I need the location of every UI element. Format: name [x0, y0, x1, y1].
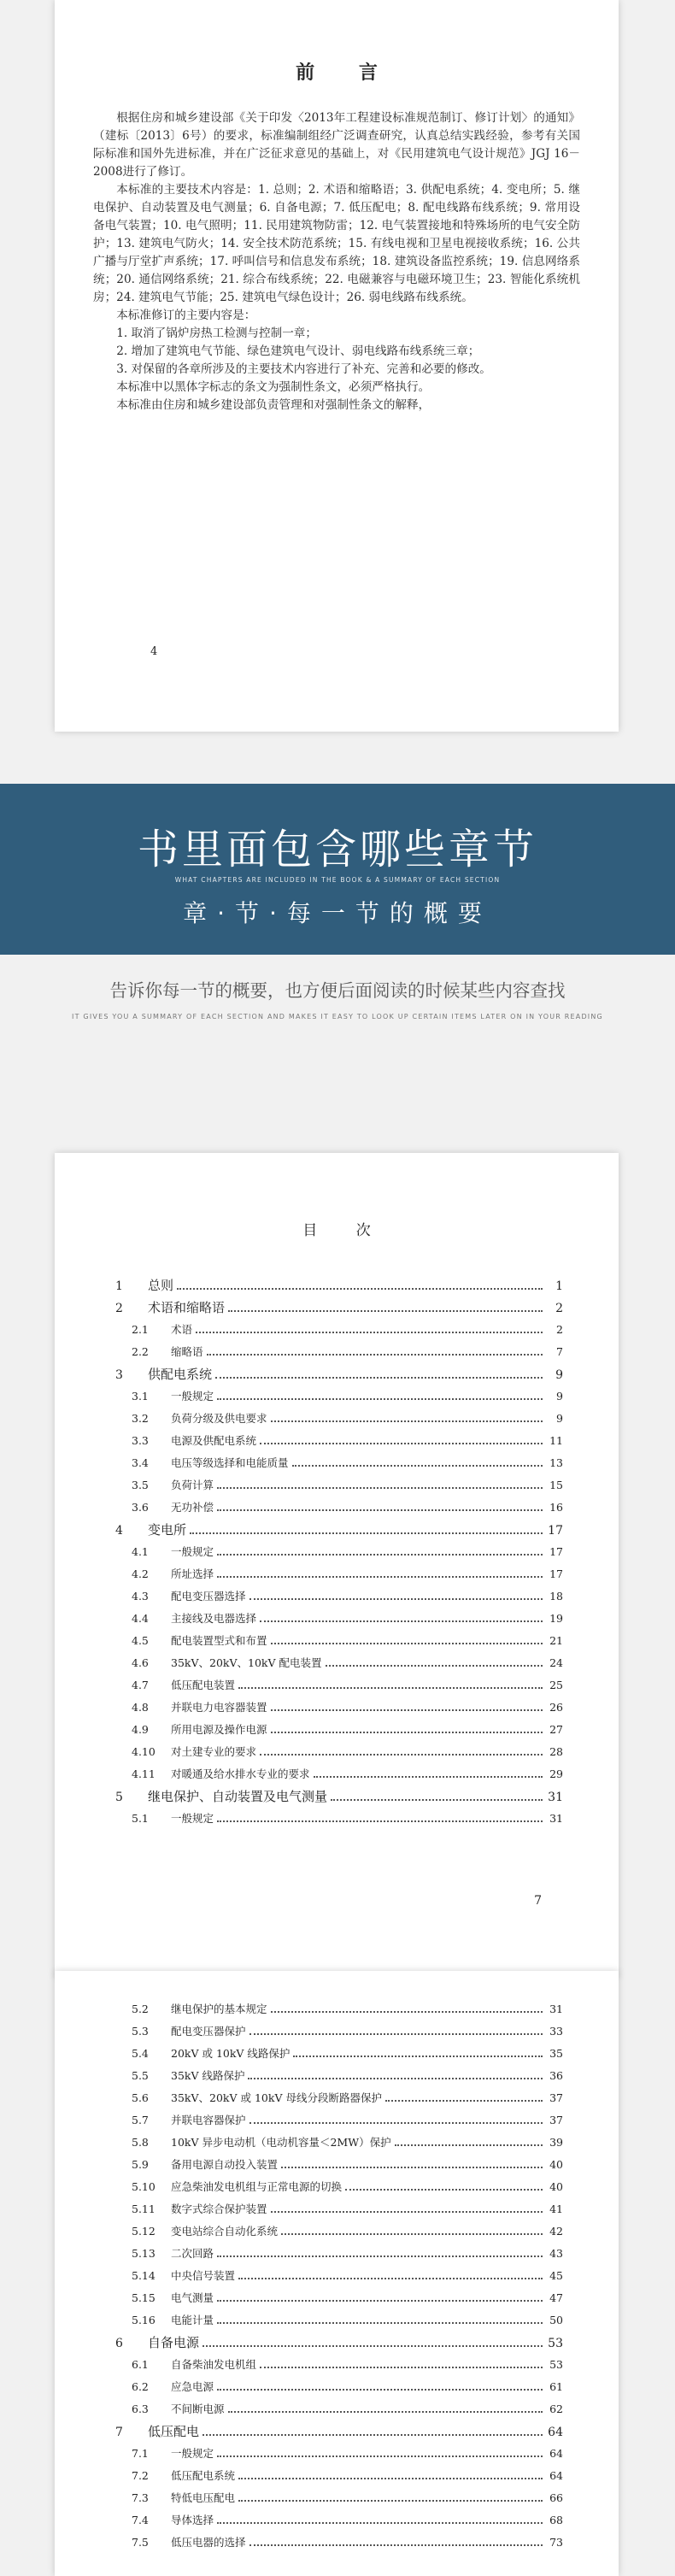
- toc-entry-number: 5.8: [132, 2136, 149, 2149]
- toc-entry-page: 1: [555, 1279, 563, 1293]
- toc-entry-page: 2: [555, 1302, 563, 1315]
- tagline-english: IT GIVES YOU A SUMMARY OF EACH SECTION AND MAKES IT EASY TO LOOK UP CERTAIN ITEMS LATER ON IN YOUR READING: [72, 1013, 603, 1020]
- toc-chapter-row: [112, 1785, 563, 1808]
- preface-page-number: 4: [150, 645, 158, 658]
- toc-section-row: [112, 2176, 563, 2198]
- toc-entry-number: 5.1: [132, 1812, 149, 1825]
- toc-entry-number: 4.5: [132, 1634, 149, 1647]
- toc-entry-number: 3.4: [132, 1456, 149, 1469]
- toc-entry-number: 7.2: [132, 2469, 149, 2482]
- toc-entry-title: 总则: [148, 1278, 174, 1293]
- toc-entry-number: 7: [115, 2426, 123, 2439]
- toc-entry-page: 17: [549, 1567, 563, 1580]
- banner-heading-english: WHAT CHAPTERS ARE INCLUDED IN THE BOOK & A SUMMARY OF EACH SECTION: [174, 876, 501, 884]
- toc-entry-page: 45: [549, 2269, 563, 2282]
- toc-entry-number: 3: [115, 1368, 123, 1382]
- toc-entry-page: 27: [549, 1723, 563, 1736]
- toc-entry-title: 一般规定: [171, 1545, 214, 1558]
- toc-leader-dots: [271, 1999, 543, 2013]
- toc-entry-title: 导体选择: [171, 2514, 214, 2526]
- toc-section-row: [112, 2354, 563, 2376]
- toc-list: [112, 1998, 563, 2554]
- toc-entry-title: 负荷分级及供电要求: [171, 1412, 267, 1425]
- toc-section-row: [112, 1741, 563, 1763]
- toc-leader-dots: [228, 1298, 543, 1312]
- toc-entry-page: 62: [549, 2403, 563, 2415]
- toc-entry-number: 4.7: [132, 1679, 149, 1691]
- toc-entry-page: 40: [549, 2180, 563, 2193]
- toc-entry-number: 5.11: [132, 2203, 156, 2215]
- toc-leader-dots: [271, 1697, 543, 1711]
- toc-entry-page: 33: [549, 2025, 563, 2038]
- toc-entry-page: 18: [549, 1590, 563, 1603]
- toc-entry-title: 数字式综合保护装置: [171, 2203, 267, 2215]
- toc-entry-page: 9: [555, 1368, 563, 1382]
- toc-entry-number: 5.9: [132, 2158, 149, 2171]
- toc-entry-number: 4: [115, 1524, 123, 1538]
- toc-section-row: [112, 2509, 563, 2532]
- toc-leader-dots: [228, 2399, 543, 2413]
- toc-entry-number: 4.4: [132, 1612, 149, 1625]
- toc-section-row: [112, 1674, 563, 1697]
- toc-entry-title: 10kV 异步电动机（电动机容量＜2MW）保护: [171, 2136, 391, 2149]
- toc-section-row: [112, 1541, 563, 1563]
- toc-entry-number: 3.2: [132, 1412, 149, 1425]
- toc-entry-title: 对土建专业的要求: [171, 1745, 257, 1758]
- toc-leader-dots: [248, 2066, 543, 2079]
- toc-entry-page: 42: [549, 2225, 563, 2238]
- toc-entry-title: 配电装置型式和布置: [171, 1634, 267, 1647]
- toc-entry-title: 35kV 线路保护: [171, 2069, 245, 2082]
- toc-entry-page: 16: [549, 1501, 563, 1514]
- toc-entry-number: 5.14: [132, 2269, 156, 2282]
- toc-entry-title: 应急电源: [171, 2380, 214, 2393]
- toc-entry-title: 电源及供配电系统: [171, 1434, 257, 1447]
- toc-entry-title: 低压配电装置: [171, 1679, 236, 1691]
- toc-leader-dots: [292, 1453, 543, 1467]
- toc-entry-number: 6.1: [132, 2358, 149, 2371]
- toc-section-row: [112, 2020, 563, 2043]
- toc-entry-title: 自备电源: [148, 2335, 200, 2350]
- toc-leader-dots: [217, 2510, 543, 2524]
- toc-section-row: [112, 1452, 563, 1474]
- toc-entry-number: 4.6: [132, 1656, 149, 1669]
- toc-entry-title: 术语和缩略语: [148, 1300, 226, 1315]
- toc-leader-dots: [217, 1386, 543, 1400]
- toc-entry-page: 64: [549, 2447, 563, 2460]
- preface-paragraph: 本标准中以黑体字标志的条文为强制性条文，必须严格执行。: [116, 380, 431, 394]
- toc-entry-title: 35kV、20kV、10kV 配电装置: [171, 1656, 322, 1669]
- toc-entry-page: 19: [549, 1612, 563, 1625]
- toc-entry-title: 35kV、20kV 或 10kV 母线分段断路器保护: [171, 2091, 382, 2104]
- toc-section-row: [112, 2532, 563, 2554]
- toc-leader-dots: [217, 1564, 543, 1578]
- toc-entry-title: 一般规定: [171, 1390, 214, 1403]
- toc-leader-dots: [249, 2021, 543, 2035]
- preface-paragraph: 2. 增加了建筑电气节能、绿色建筑电气设计、弱电线路布线系统三章；: [116, 344, 480, 358]
- toc-entry-number: 7.3: [132, 2491, 149, 2504]
- preface-body: [93, 109, 580, 415]
- toc-entry-number: 4.3: [132, 1590, 149, 1603]
- toc-entry-page: 21: [549, 1634, 563, 1647]
- toc-section-row: [112, 1341, 563, 1363]
- toc-section-row: [112, 1808, 563, 1830]
- preface-paragraph: 3. 对保留的各章所涉及的主要技术内容进行了补充、完善和必要的修改。: [116, 362, 491, 376]
- toc-entry-number: 6.3: [132, 2403, 149, 2415]
- toc-entry-page: 9: [556, 1390, 563, 1403]
- toc-entry-page: 31: [548, 1791, 563, 1804]
- toc-section-row: [112, 2087, 563, 2109]
- toc-entry-title: 二次回路: [171, 2247, 214, 2260]
- toc-entry-page: 40: [549, 2158, 563, 2171]
- toc-section-row: [112, 2243, 563, 2265]
- toc-entry-number: 5.2: [132, 2003, 149, 2015]
- toc-entry-page: 13: [549, 1456, 563, 1469]
- toc-entry-number: 6.2: [132, 2380, 149, 2393]
- toc-entry-number: 5.3: [132, 2025, 149, 2038]
- toc-leader-dots: [196, 1320, 543, 1333]
- toc-entry-page: 47: [549, 2291, 563, 2304]
- toc-leader-dots: [249, 2532, 543, 2546]
- toc-section-row: [112, 2132, 563, 2154]
- toc-entry-number: 4.1: [132, 1545, 149, 1558]
- toc-leader-dots: [345, 2177, 543, 2191]
- toc-entry-title: 电气测量: [171, 2291, 214, 2304]
- toc-entry-page: 25: [549, 1679, 563, 1691]
- preface-paragraph: 本标准修订的主要内容是：: [116, 309, 256, 322]
- toc-section-row: [112, 1630, 563, 1652]
- toc-entry-page: 31: [549, 1812, 563, 1825]
- toc-entry-page: 37: [549, 2091, 563, 2104]
- toc-page-1: [55, 1153, 619, 1977]
- toc-entry-page: 53: [548, 2337, 563, 2350]
- toc-leader-dots: [217, 2310, 543, 2324]
- toc-entry-title: 电压等级选择和电能质量: [171, 1456, 289, 1469]
- toc-section-row: [112, 1763, 563, 1785]
- toc-leader-dots: [202, 2333, 543, 2347]
- toc-leader-dots: [215, 1365, 543, 1379]
- toc-section-row: [112, 2043, 563, 2065]
- toc-leader-dots: [238, 1675, 543, 1689]
- toc-leader-dots: [395, 2132, 543, 2146]
- toc-entry-title: 无功补偿: [171, 1501, 214, 1514]
- toc-entry-page: 15: [549, 1479, 563, 1491]
- toc-leader-dots: [260, 1742, 543, 1756]
- toc-entry-number: 3.5: [132, 1479, 149, 1491]
- toc-leader-dots: [238, 2488, 543, 2502]
- tagline: 告诉你每一节的概要，也方便后面阅读的时候某些内容查找: [109, 980, 566, 1001]
- toc-chapter-row: [112, 1519, 563, 1541]
- toc-entry-title: 继电保护的基本规定: [171, 2003, 267, 2015]
- toc-entry-title: 变电站综合自动化系统: [171, 2225, 279, 2238]
- toc-entry-number: 5.4: [132, 2047, 149, 2060]
- toc-section-row: [112, 1319, 563, 1341]
- toc-entry-number: 5.13: [132, 2247, 156, 2260]
- toc-section-row: [112, 1497, 563, 1519]
- toc-entry-title: 主接线及电器选择: [171, 1612, 257, 1625]
- toc-leader-dots: [238, 2466, 543, 2479]
- toc-entry-page: 17: [548, 1524, 563, 1538]
- toc-entry-title: 低压电器的选择: [171, 2536, 246, 2549]
- toc-leader-dots: [271, 1409, 543, 1422]
- toc-leader-dots: [260, 1609, 543, 1622]
- toc-leader-dots: [326, 1653, 543, 1667]
- toc-entry-title: 低压配电系统: [171, 2469, 236, 2482]
- toc-entry-number: 3.3: [132, 1434, 149, 1447]
- toc-entry-page: 11: [549, 1434, 563, 1447]
- toc-entry-title: 配电变压器选择: [171, 1590, 246, 1603]
- toc-entry-page: 28: [549, 1745, 563, 1758]
- toc-entry-number: 7.4: [132, 2514, 149, 2526]
- preface-paragraph: 1. 取消了锅炉房热工检测与控制一章；: [116, 326, 317, 340]
- toc-entry-page: 50: [549, 2314, 563, 2326]
- toc-entry-title: 变电所: [148, 1522, 187, 1538]
- toc-section-row: [112, 1697, 563, 1719]
- toc-entry-title: 并联电力电容器装置: [171, 1701, 267, 1714]
- toc-leader-dots: [217, 1475, 543, 1489]
- toc-section-row: [112, 2443, 563, 2465]
- toc-entry-page: 61: [549, 2380, 563, 2393]
- toc-section-row: [112, 1585, 563, 1608]
- toc-leader-dots: [217, 2444, 543, 2457]
- toc-entry-page: 64: [548, 2426, 563, 2439]
- toc-leader-dots: [271, 1631, 543, 1644]
- toc-section-row: [112, 2376, 563, 2398]
- toc-leader-dots: [249, 1586, 543, 1600]
- toc-entry-number: 3.1: [132, 1390, 149, 1403]
- toc-entry-number: 4.8: [132, 1701, 149, 1714]
- toc-chapter-row: [112, 1297, 563, 1319]
- toc-leader-dots: [271, 2199, 543, 2213]
- toc-entry-title: 所址选择: [171, 1567, 214, 1580]
- toc-entry-title: 中央信号装置: [171, 2269, 236, 2282]
- preface-paragraph: 本标准由住房和城乡建设部负责管理和对强制性条文的解释，: [116, 398, 431, 412]
- toc-entry-number: 4.2: [132, 1567, 149, 1580]
- toc-section-row: [112, 2287, 563, 2309]
- toc-entry-page: 37: [549, 2114, 563, 2126]
- toc-leader-dots: [177, 1276, 543, 1290]
- toc-chapter-row: [112, 2420, 563, 2443]
- toc-section-row: [112, 2220, 563, 2243]
- toc-leader-dots: [190, 1520, 543, 1534]
- toc-entry-page: 29: [549, 1767, 563, 1780]
- toc-entry-title: 供配电系统: [148, 1367, 213, 1382]
- toc-section-row: [112, 1408, 563, 1430]
- toc-section-row: [112, 1430, 563, 1452]
- toc-chapter-row: [112, 1274, 563, 1297]
- toc-entry-title: 自备柴油发电机组: [171, 2358, 257, 2371]
- toc-entry-number: 2.2: [132, 1345, 149, 1358]
- toc-entry-title: 应急柴油发电机组与正常电源的切换: [171, 2180, 343, 2193]
- toc-leader-dots: [217, 1808, 543, 1822]
- preface-paragraph: 根据住房和城乡建设部《关于印发〈2013年工程建设标准规范制订、修订计划〉的通知》（建标〔2013〕6号）的要求，标准编制组经广泛调查研究，认真总结实践经验，参考有关国际标准和国外先进标准，并在广泛征求意见的基础上，对《民用建筑电气设计规范》JGJ 16－2008进行了修订。: [93, 111, 580, 179]
- banner-subheading: 章·节·每一节的概要: [183, 899, 492, 927]
- toc-entry-number: 5.16: [132, 2314, 156, 2326]
- toc-leader-dots: [293, 2044, 543, 2057]
- toc-leader-dots: [271, 1720, 543, 1733]
- toc-entry-page: 64: [549, 2469, 563, 2482]
- toc-entry-page: 73: [549, 2536, 563, 2549]
- toc-leader-dots: [385, 2088, 543, 2102]
- toc-section-row: [112, 1474, 563, 1497]
- toc-entry-title: 并联电容器保护: [171, 2114, 246, 2126]
- toc-entry-page: 24: [549, 1656, 563, 1669]
- toc-chapter-row: [112, 2332, 563, 2354]
- toc-section-row: [112, 1563, 563, 1585]
- banner-heading: 书里面包含哪些章节: [137, 826, 537, 873]
- toc-list: [112, 1274, 563, 1830]
- toc-page-2: [55, 1971, 619, 2576]
- toc-section-row: [112, 1998, 563, 2020]
- toc-entry-number: 5.7: [132, 2114, 149, 2126]
- toc-entry-number: 4.9: [132, 1723, 149, 1736]
- toc-entry-number: 6: [115, 2337, 123, 2350]
- toc-leader-dots: [217, 2244, 543, 2257]
- toc-entry-number: 3.6: [132, 1501, 149, 1514]
- toc-leader-dots: [281, 2155, 543, 2168]
- toc-leader-dots: [331, 1787, 543, 1801]
- toc-entry-title: 配电变压器保护: [171, 2025, 246, 2038]
- preface-title: 前 言: [296, 62, 396, 84]
- toc-entry-page: 66: [549, 2491, 563, 2504]
- toc-leader-dots: [314, 1764, 543, 1778]
- toc-entry-page: 9: [556, 1412, 563, 1425]
- toc-entry-title: 特低电压配电: [171, 2491, 236, 2504]
- toc-section-row: [112, 2198, 563, 2220]
- toc-page-number: 7: [534, 1894, 542, 1908]
- toc-entry-title: 备用电源自动投入装置: [171, 2158, 279, 2171]
- toc-entry-title: 继电保护、自动装置及电气测量: [148, 1789, 328, 1804]
- toc-entry-number: 4.10: [132, 1745, 156, 1758]
- toc-entry-page: 7: [556, 1345, 563, 1358]
- toc-entry-page: 36: [549, 2069, 563, 2082]
- toc-entry-page: 17: [549, 1545, 563, 1558]
- toc-leader-dots: [260, 1431, 543, 1444]
- toc-entry-title: 低压配电: [148, 2424, 200, 2439]
- toc-entry-number: 5.12: [132, 2225, 156, 2238]
- toc-entry-title: 负荷计算: [171, 1479, 214, 1491]
- toc-leader-dots: [238, 2266, 543, 2279]
- toc-entry-number: 7.5: [132, 2536, 149, 2549]
- preface-paragraph: 本标准的主要技术内容是：1. 总则；2. 术语和缩略语；3. 供配电系统；4. 变电所；5. 继电保护、自动装置及电气测量；6. 自备电源；7. 低压配电；8. 配电线路布线系统；9. 常用设备电气装置；10. 电气照明；11. 民用建筑物防雷；12. 电气装置接地和特殊场所的电气安全防护；13. 建筑电气防火；14. 安全技术防范系统；15. 有线电视和卫星电视接收系统；16. 公共广播与厅堂扩声系统；17. 呼叫信号和信息发布系统；18. 建筑设备监控系统；19. 信息网络系统；20. 通信网络系统；21. 综合布线系统；22. 电磁兼容与电磁环境卫生；23. 智能化系统机房；24. 建筑电气节能；25. 建筑电气绿色设计；26. 弱电线路布线系统。: [93, 183, 580, 304]
- toc-section-row: [112, 2465, 563, 2487]
- toc-entry-title: 电能计量: [171, 2314, 214, 2326]
- toc-entry-number: 7.1: [132, 2447, 149, 2460]
- toc-entry-title: 不间断电源: [171, 2403, 225, 2415]
- toc-entry-page: 31: [549, 2003, 563, 2015]
- preface-page: [55, 0, 619, 732]
- toc-chapter-row: [112, 1363, 563, 1385]
- toc-entry-page: 2: [556, 1323, 563, 1336]
- toc-section-row: [112, 1608, 563, 1630]
- toc-entry-page: 43: [549, 2247, 563, 2260]
- toc-entry-number: 2: [115, 1302, 123, 1315]
- toc-section-row: [112, 2398, 563, 2420]
- toc-entry-page: 41: [549, 2203, 563, 2215]
- toc-entry-title: 术语: [171, 1323, 193, 1336]
- toc-entry-number: 5.15: [132, 2291, 156, 2304]
- toc-entry-title: 对暖通及给水排水专业的要求: [171, 1767, 310, 1780]
- toc-section-row: [112, 1652, 563, 1674]
- toc-entry-number: 5.6: [132, 2091, 149, 2104]
- toc-entry-number: 5: [115, 1791, 123, 1804]
- toc-leader-dots: [217, 2377, 543, 2391]
- toc-entry-title: 所用电源及操作电源: [171, 1723, 267, 1736]
- toc-entry-page: 53: [549, 2358, 563, 2371]
- toc-section-row: [112, 2109, 563, 2132]
- toc-section-row: [112, 2154, 563, 2176]
- toc-entry-page: 68: [549, 2514, 563, 2526]
- toc-leader-dots: [217, 1497, 543, 1511]
- toc-entry-page: 35: [549, 2047, 563, 2060]
- toc-entry-number: 2.1: [132, 1323, 149, 1336]
- toc-leader-dots: [260, 2355, 543, 2368]
- toc-section-row: [112, 2265, 563, 2287]
- toc-leader-dots: [249, 2110, 543, 2124]
- toc-section-row: [112, 2065, 563, 2087]
- toc-entry-number: 5.5: [132, 2069, 149, 2082]
- toc-section-row: [112, 2487, 563, 2509]
- toc-leader-dots: [217, 1542, 543, 1556]
- toc-entry-number: 1: [115, 1279, 123, 1293]
- toc-entry-title: 一般规定: [171, 2447, 214, 2460]
- toc-section-row: [112, 1385, 563, 1408]
- toc-entry-title: 20kV 或 10kV 线路保护: [171, 2047, 291, 2060]
- toc-entry-number: 4.11: [132, 1767, 156, 1780]
- toc-entry-page: 26: [549, 1701, 563, 1714]
- toc-section-row: [112, 2309, 563, 2332]
- toc-section-row: [112, 1719, 563, 1741]
- toc-title: 目 次: [302, 1222, 388, 1239]
- toc-leader-dots: [217, 2288, 543, 2302]
- toc-leader-dots: [281, 2221, 543, 2235]
- toc-entry-number: 5.10: [132, 2180, 156, 2193]
- toc-entry-title: 缩略语: [171, 1345, 203, 1358]
- toc-entry-page: 39: [549, 2136, 563, 2149]
- toc-leader-dots: [207, 1342, 543, 1356]
- toc-entry-title: 一般规定: [171, 1812, 214, 1825]
- chapter-banner: [0, 784, 675, 955]
- toc-leader-dots: [202, 2422, 543, 2436]
